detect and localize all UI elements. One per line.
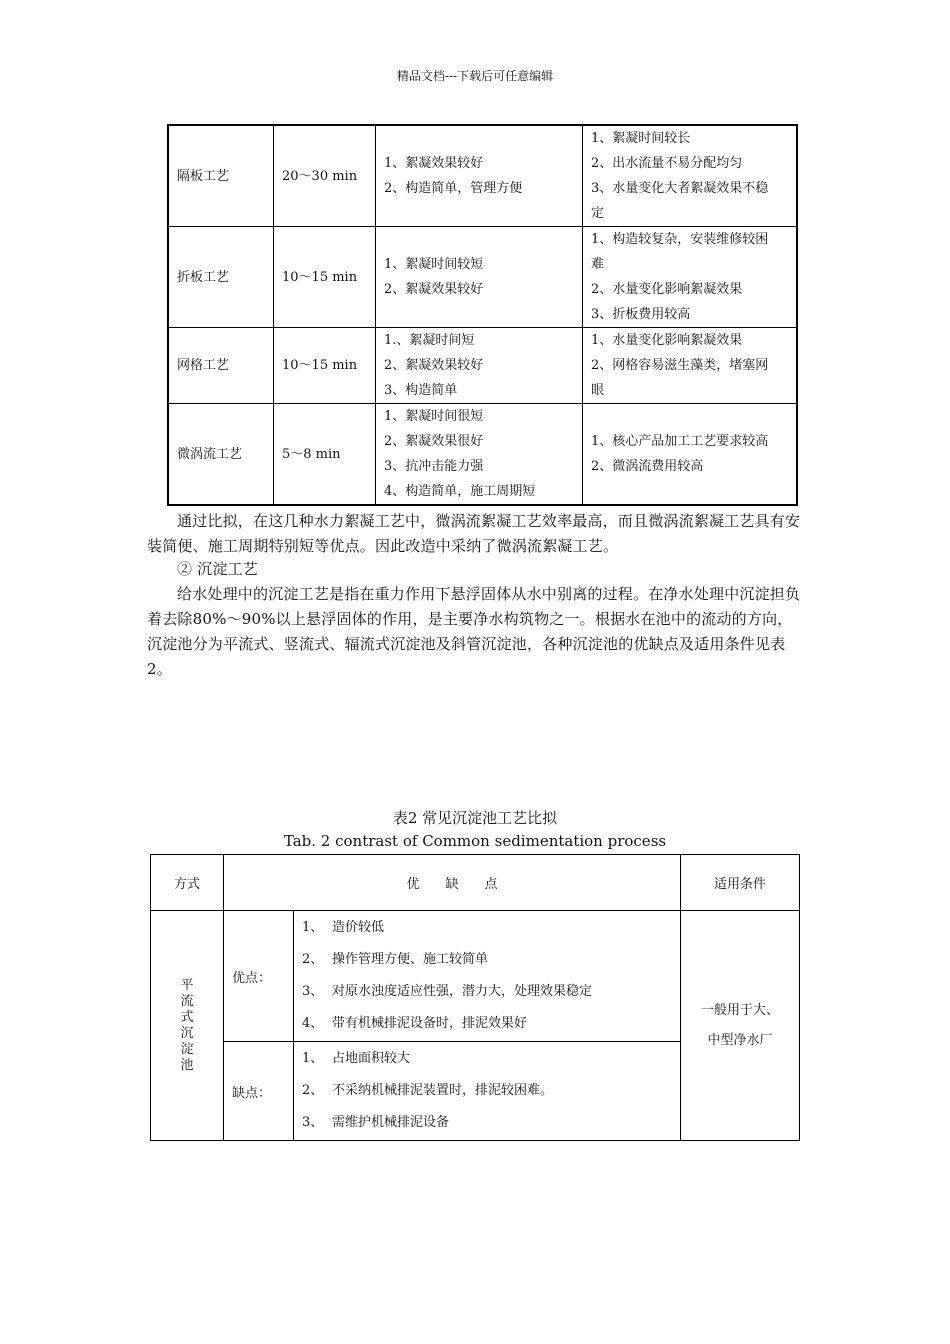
condition-line: 一般用于大、 [700,1002,779,1018]
method-char: 式 [180,1009,194,1025]
pros-cell [376,227,583,328]
item-number: 2、 [302,1083,324,1098]
cons-cell [583,125,798,227]
pros-line: 2、构造简单，管理方便 [384,181,523,196]
cons-line: 1、构造较复杂，安装维修较困 [591,232,769,247]
table1-row [168,125,797,227]
sedimentation-comparison-table [150,854,800,1141]
method-char: 平 [180,977,194,993]
method-char: 沉 [180,1025,194,1041]
item-text: 需维护机械排泥设备 [332,1115,450,1130]
pros-line: 2、絮凝效果较好 [384,358,484,373]
paragraph-flocculation-conclusion: 通过比拟，在这几种水力絮凝工艺中，微涡流絮凝工艺效率最高，而且微涡流絮凝工艺具有安装简便、施工周期特别短等优点。因此改造中采纳了微涡流絮凝工艺。 [147,512,801,555]
pros-item [302,976,679,1008]
cons-cell [583,328,798,404]
header-proscons: 优 缺 点 [224,855,681,911]
method-cell [151,911,224,1141]
cons-list [294,1042,681,1141]
cons-line: 1、水量变化影响絮凝效果 [591,333,743,348]
method-cell: 网格工艺 [168,328,274,404]
cons-line: 定 [591,206,605,221]
time-cell: 10～15 min [274,328,376,404]
cons-line: 2、微涡流费用较高 [591,459,704,474]
item-text: 不采纳机械排泥装置时，排泥较困难。 [332,1083,554,1098]
cons-item [302,1043,679,1075]
cons-line: 2、出水流量不易分配均匀 [591,156,743,171]
pros-item [302,1008,679,1040]
item-text: 占地面积较大 [332,1051,411,1066]
table1-row [168,328,797,404]
pros-cell [376,404,583,506]
method-char: 池 [180,1057,194,1073]
cons-line: 2、网格容易滋生藻类，堵塞网 [591,358,769,373]
cons-line: 眼 [591,383,605,398]
cons-cell [583,227,798,328]
pros-label: 优点： [224,911,294,1042]
cons-item [302,1107,679,1139]
item-number: 1、 [302,1051,324,1066]
item-number: 2、 [302,952,324,967]
pros-line: 1、絮凝时间较短 [384,257,484,272]
pros-line: 3、抗冲击能力强 [384,459,484,474]
method-char: 流 [180,993,194,1009]
pros-cell [376,125,583,227]
pros-line: 1.、絮凝时间短 [384,333,475,348]
page-header: 精品文档---下载后可任意编辑 [396,69,554,83]
pros-list [294,911,681,1042]
table2-header-row [151,855,800,911]
pros-line: 1、絮凝效果较好 [384,156,484,171]
cons-line: 难 [591,257,605,272]
table1-row [168,404,797,506]
flocculation-comparison-table [167,124,798,506]
cons-cell [583,404,798,506]
item-number: 3、 [302,984,324,999]
header-condition: 适用条件 [681,855,800,911]
table2-caption-cn: 表2 常见沉淀池工艺比拟 [392,809,558,827]
condition-line: 中型净水厂 [707,1032,773,1048]
cons-label: 缺点： [224,1042,294,1141]
time-cell: 10～15 min [274,227,376,328]
method-cell: 隔板工艺 [168,125,274,227]
condition-cell [681,911,800,1141]
pros-line: 2、絮凝效果很好 [384,434,484,449]
item-text: 操作管理方便、施工较简单 [332,952,489,967]
pros-line: 4、构造简单，施工周期短 [384,484,536,499]
table1-row [168,227,797,328]
item-text: 造价较低 [332,920,385,935]
section-heading-sedimentation: ② 沉淀工艺 [177,560,258,578]
time-cell: 5～8 min [274,404,376,506]
pros-line: 3、构造简单 [384,383,458,398]
method-cell: 折板工艺 [168,227,274,328]
cons-line: 2、水量变化影响絮凝效果 [591,282,743,297]
header-method: 方式 [151,855,224,911]
table2-pros-row [151,911,800,1042]
method-cell: 微涡流工艺 [168,404,274,506]
pros-item [302,944,679,976]
cons-line: 1、絮凝时间较长 [591,131,691,146]
item-number: 3、 [302,1115,324,1130]
time-cell: 20～30 min [274,125,376,227]
cons-line: 3、水量变化大者絮凝效果不稳 [591,181,769,196]
pros-line: 1、絮凝时间很短 [384,409,484,424]
pros-cell [376,328,583,404]
cons-line: 3、折板费用较高 [591,307,691,322]
method-char: 淀 [180,1041,194,1057]
item-number: 4、 [302,1016,324,1031]
cons-line: 1、核心产品加工工艺要求较高 [591,434,769,449]
pros-item [302,912,679,944]
cons-item [302,1075,679,1107]
paragraph-sedimentation-intro: 给水处理中的沉淀工艺是指在重力作用下悬浮固体从水中别离的过程。在净水处理中沉淀担负着去除80%～90%以上悬浮固体的作用，是主要净水构筑物之一。根据水在池中的流动的方向，沉淀池分为平流式、竖流式、辐流式沉淀池及斜管沉淀池，各种沉淀池的优缺点及适用条件见表2。 [147,585,801,678]
item-text: 带有机械排泥设备时，排泥效果好 [332,1016,528,1031]
item-number: 1、 [302,920,324,935]
table2-caption-en: Tab. 2 contrast of Common sedimentation process [283,832,667,850]
item-text: 对原水浊度适应性强，潜力大，处理效果稳定 [332,984,593,999]
pros-line: 2、絮凝效果较好 [384,282,484,297]
